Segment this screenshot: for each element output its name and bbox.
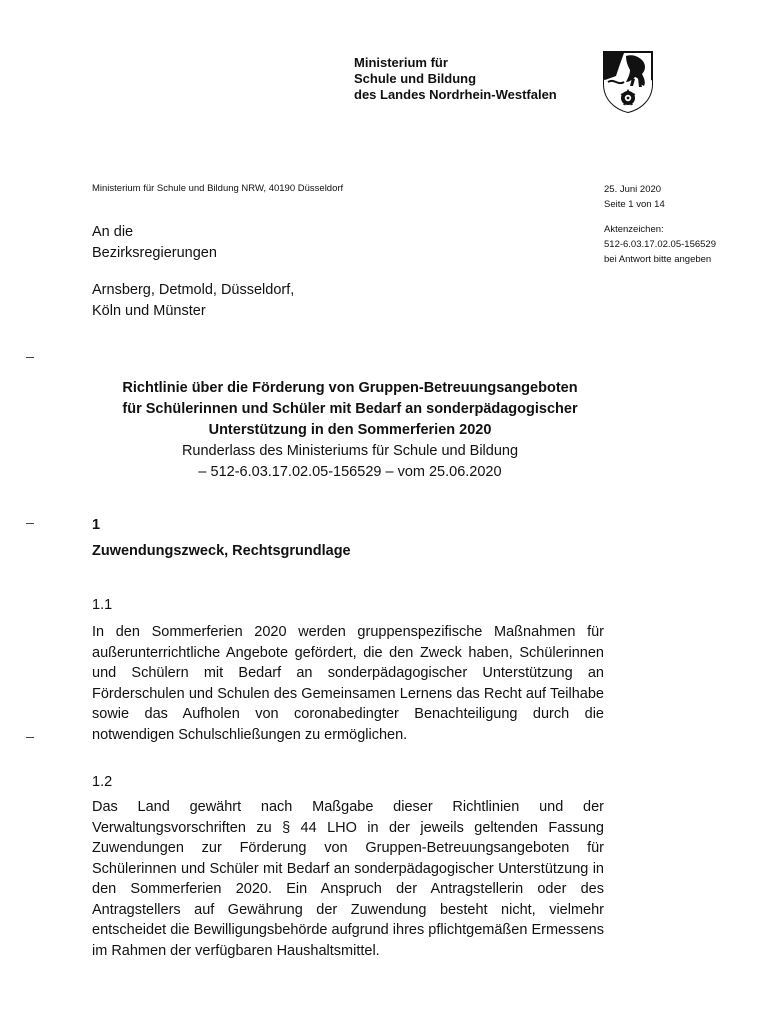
title-line: Richtlinie über die Förderung von Gruppen-Betreuungsangeboten — [122, 380, 578, 396]
section-number: 1 — [92, 517, 101, 533]
title-line: für Schülerinnen und Schüler mit Bedarf an sonderpädagogischer — [122, 401, 578, 417]
title-line: Unterstützung in den Sommerferien 2020 — [208, 422, 492, 438]
reference-number: 512-6.03.17.02.05-156529 — [604, 239, 716, 250]
fold-mark — [26, 737, 34, 738]
recipient-line: Bezirksregierungen — [92, 245, 217, 261]
page-count: Seite 1 von 14 — [604, 199, 665, 210]
sender-address-line: Ministerium für Schule und Bildung NRW, 40190 Düsseldorf — [92, 183, 344, 194]
nrw-crest-icon — [602, 50, 654, 114]
subsection-paragraph: Das Land gewährt nach Maßgabe dieser Richtlinien und der Verwaltungsvorschriften zu § 44 LHO in der jeweils geltenden Fassung Zuwendungen zur Förderung von Gruppen-Betreuungsangeboten für Schülerinnen und Schüler mit Bedarf an sonderpädagogischer Unterstützung in den Sommerferien 2020. Ein Anspruch der Antragstellerin oder des Antragstellers auf Gewährung der Zuwendung besteht nicht, vielmehr entscheidet die Bewilligungsbehörde aufgrund ihres pflichtgemäßen Ermessens im Rahmen der verfügbaren Haushaltsmittel. — [92, 799, 604, 959]
fold-mark — [26, 357, 34, 358]
ministry-name-line: Schule und Bildung — [354, 71, 477, 86]
subtitle-line: – 512-6.03.17.02.05-156529 – vom 25.06.2020 — [198, 464, 502, 480]
reference-label: Aktenzeichen: — [604, 224, 664, 235]
subsection-number: 1.1 — [92, 597, 113, 613]
reference-note: bei Antwort bitte angeben — [604, 254, 712, 265]
ministry-name — [354, 55, 557, 103]
subtitle-line: Runderlass des Ministeriums für Schule und Bildung — [181, 443, 519, 459]
subsection-paragraph: In den Sommerferien 2020 werden gruppenspezifische Maßnahmen für außerunterrichtliche Angebote gefördert, die den Zweck haben, Schülerinnen und Schülern mit Bedarf an sonderpädagogischer Unterstützung an Förderschulen und Schulen des Gemeinsamen Lernens das Recht auf Teilhabe sowie das Aufholen von coronabedingter Benachteiligung durch die notwendigen Schulschließungen zu ermöglichen. — [92, 624, 604, 743]
letter-meta — [604, 182, 716, 267]
ministry-name-line: Ministerium für — [354, 55, 448, 70]
section-heading: Zuwendungszweck, Rechtsgrundlage — [92, 543, 351, 559]
ministry-name-line: des Landes Nordrhein-Westfalen — [354, 87, 557, 102]
recipient-line: Köln und Münster — [92, 303, 206, 319]
subsection-number: 1.2 — [92, 774, 113, 790]
letter-date: 25. Juni 2020 — [604, 184, 662, 195]
recipient-address — [92, 222, 294, 322]
punch-mark — [26, 523, 34, 524]
document-title — [80, 378, 620, 483]
recipient-line: Arnsberg, Detmold, Düsseldorf, — [92, 282, 295, 298]
recipient-line: An die — [92, 224, 134, 240]
